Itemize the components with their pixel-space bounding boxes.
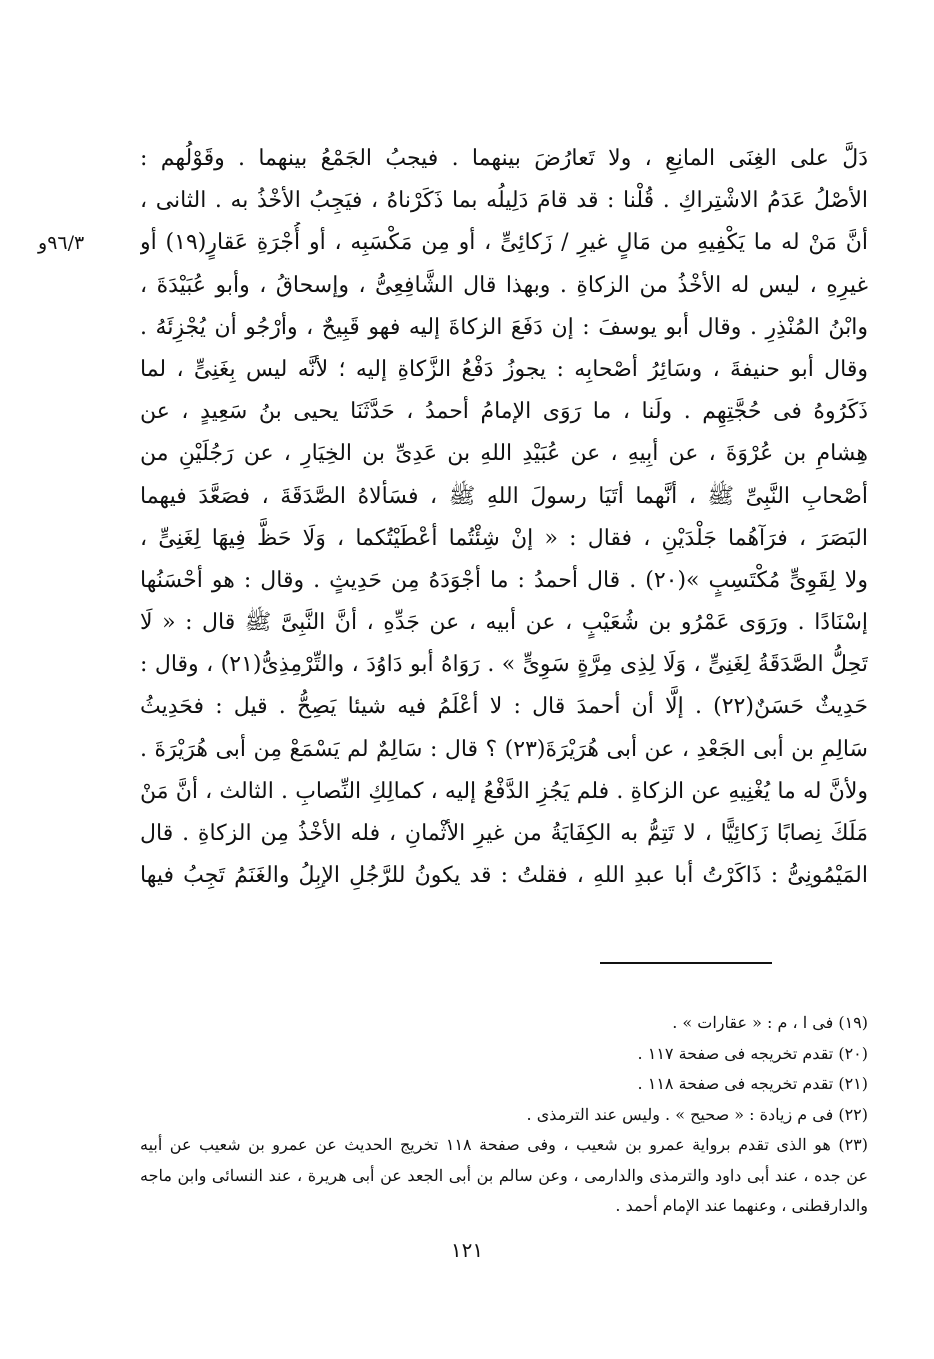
text-line: ذَكَرُوهُ فى حُجَّتِهِم . ولَنا ، ما رَوَى الإمامُ أحمدُ ، حَدَّثَنَا يحيى بنُ سَعِيدٍ ، عن bbox=[140, 399, 868, 425]
text-line: سَالِمِ بن أبى الجَعْدِ ، عن أبى هُرَيْرَةَ(٢٣) ؟ قال : سَالِمٌ لم يَسْمَعْ مِن أبى هُرَيْرَةَ . bbox=[140, 736, 868, 762]
footnote-21: (٢١) تقدم تخريجه فى صفحة ١١٨ . bbox=[637, 1074, 868, 1093]
text-line: وقال أبو حنيفةَ ، وسَائِرُ أصْحابِه : يجوزُ دَفْعُ الزَّكاةِ إليه ؛ لأنَّه ليس بِغَنِىٍّ ، لما bbox=[140, 356, 868, 382]
text-line: المَيْمُونِىُّ : ذَاكَرْتُ أبا عبدِ اللهِ ، فقلتُ : قد يكونُ للرَّجُلِ الإبِلُ والغَنَمُ تَجِبُ فيها bbox=[140, 863, 868, 889]
text-line: وابْنُ المُنْذِرِ . وقال أبو يوسفَ : إن دَفَعَ الزكاةَ إليه فهو قَبِيحٌ ، وأرْجُو أن يُجْزِئَهُ . bbox=[140, 314, 868, 340]
footnote-23-continuation: عن جده ، عند أبى داود والترمذى والدارمى ، وعن سالم بن أبى الجعد عن أبى هريرة ، عند النسائى وابن ماجه bbox=[140, 1165, 868, 1185]
text-line: هِشامِ بن عُرْوَةَ ، عن أبِيهِ ، عن عُبَيْدِ اللهِ بن عَدِىِّ بن الخِيَارِ ، عن رَجُلَيْنِ من bbox=[140, 441, 868, 467]
text-line: الأصْلُ عَدَمُ الاشْتِراكِ . قُلْنا : قد قامَ دَلِيلُه بما ذَكَرْناهُ ، فيَجِبُ الأخْذُ به . الثانى ، bbox=[140, 188, 868, 214]
text-line: البَصَرَ ، فرَآهُما جَلْدَيْنِ ، فقال : « إنْ شِئْتُما أعْطَيْتُكما ، وَلَا حَظَّ فِيهَا لِغَنِىٍّ ، bbox=[140, 525, 868, 551]
text-line: ولأنَّ له ما يُغْنِيهِ عن الزكاةِ . فلم يَجُزِ الدَّفْعُ إليه ، كمالِكِ النِّصابِ . الثالث ، أنَّ مَنْ bbox=[140, 778, 868, 804]
text-line: تَحِلُّ الصَّدَقَةُ لِغَنِىٍّ ، وَلَا لِذِى مِرَّةٍ سَوِىٍّ » . رَوَاهُ أبو دَاوُدَ ، والتِّرْمِذِىُّ(٢١) ، وقال : bbox=[140, 652, 868, 678]
footnote-23-continuation: والدارقطنى ، وعنهما عند الإمام أحمد . bbox=[615, 1196, 868, 1215]
footnote-19: (١٩) فى ا ، م : « عقارات » . bbox=[672, 1013, 868, 1032]
text-line: أصْحابِ النَّبِىِّ ﷺ ، أنَّهما أتَيَا رسولَ اللهِ ﷺ ، فسَألاهُ الصَّدَقَةَ ، فصَعَّدَ فيهما bbox=[140, 483, 868, 509]
text-line: إسْنَادًا . ورَوَى عَمْرُو بن شُعَيْبٍ ، عن أبيه ، عن جَدِّهِ ، أنَّ النَّبِىَّ ﷺ قال : « لَا bbox=[140, 610, 868, 636]
text-line: دَلَّ على الغِنَى المانِعِ ، ولا تَعارُضَ بينهما . فيجبُ الجَمْعُ بينهما . وقَوْلُهم : bbox=[140, 146, 868, 171]
margin-folio-reference: ٩٦/٣و bbox=[38, 232, 85, 254]
footnote-22: (٢٢) فى م زيادة : « صحيح » . وليس عند الترمذى . bbox=[526, 1104, 868, 1124]
text-line: أنَّ مَنْ له ما يَكْفِيهِ من مَالٍ غيرِ / زَكائِىٍّ ، أو مِن مَكْسَبِه ، أو أُجْرَةِ عَقارٍ(١٩) أو bbox=[140, 230, 868, 256]
main-text-block bbox=[140, 138, 868, 897]
footnote-separator bbox=[600, 962, 772, 964]
text-line: حَدِيثٌ حَسَنٌ(٢٢) . إلَّا أن أحمدَ قال : لا أعْلَمُ فيه شيئا يَصِحُّ . قيل : فحَدِيثُ bbox=[140, 694, 868, 720]
text-line: غيرِهِ ، ليس له الأخْذُ من الزكاةِ . وبهذا قال الشَّافِعِىُّ ، وإسحاقُ ، وأبو عُبَيْدَةَ ، bbox=[140, 272, 868, 298]
text-line: مَلَكَ نِصابًا زَكائِيًّا ، لا تَتِمُّ به الكِفَايَةُ من غيرِ الأثْمانِ ، فله الأخْذُ مِن الزكاةِ . قال bbox=[140, 821, 868, 846]
text-line: ولا لِقَوِىٍّ مُكْتَسِبٍ »(٢٠) . قال أحمدُ : ما أجْوَدَهُ مِن حَدِيثٍ . وقال : هو أحْسَنُها bbox=[140, 567, 868, 593]
footnote-20: (٢٠) تقدم تخريجه فى صفحة ١١٧ . bbox=[637, 1043, 868, 1063]
footnotes-block bbox=[140, 1008, 868, 1222]
footnote-23: (٢٣) هو الذى تقدم برواية عمرو بن شعيب ، وفى صفحة ١١٨ تخريج الحديث عن عمرو بن شعيب عن أبيه bbox=[140, 1135, 868, 1154]
page-number: ١٢١ bbox=[450, 1238, 484, 1262]
